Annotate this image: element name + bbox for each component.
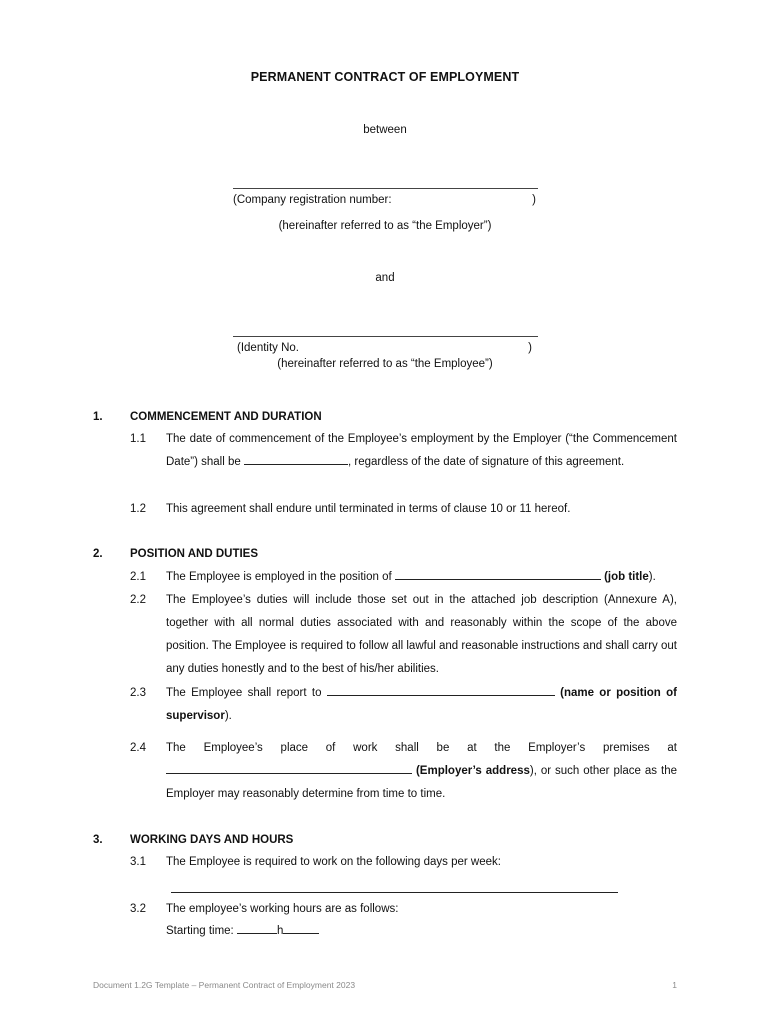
company-registration-label: (Company registration number: bbox=[233, 194, 392, 206]
job-title-blank[interactable] bbox=[395, 568, 601, 580]
employer-referred-text: (hereinafter referred to as “the Employer”) bbox=[278, 220, 492, 232]
clause-text: The Employee shall report to (name or position of supervisor). bbox=[166, 682, 677, 728]
start-hour-blank[interactable] bbox=[237, 922, 277, 934]
section-title: COMMENCEMENT AND DURATION bbox=[130, 411, 322, 423]
clause-number: 3.2 bbox=[130, 903, 146, 915]
section-number: 2. bbox=[93, 548, 103, 560]
supervisor-blank[interactable] bbox=[327, 684, 555, 696]
employer-name-line[interactable] bbox=[233, 188, 538, 189]
page-number: 1 bbox=[672, 980, 677, 990]
commencement-date-blank[interactable] bbox=[244, 453, 348, 465]
document-title: PERMANENT CONTRACT OF EMPLOYMENT bbox=[250, 70, 520, 84]
start-minute-blank[interactable] bbox=[283, 922, 319, 934]
and-text: and bbox=[375, 272, 395, 284]
clause-text: The Employee’s place of work shall be at the Employer’s premises at (Employer’s address), or such other place as the Employer may reasonably determine from time to time. bbox=[166, 742, 677, 800]
close-paren: ) bbox=[528, 342, 532, 354]
section-title: POSITION AND DUTIES bbox=[130, 548, 258, 560]
clause-text: The Employee is employed in the position of (job title). bbox=[166, 566, 677, 589]
clause-text: The date of commencement of the Employee’s employment by the Employer (“the Commencement Date”) shall be , regardless of the date of signature of this agreement. bbox=[166, 433, 677, 468]
working-days-blank[interactable] bbox=[171, 892, 618, 893]
clause-text: This agreement shall endure until terminated in terms of clause 10 or 11 hereof. bbox=[166, 503, 571, 515]
employer-address-blank[interactable] bbox=[166, 762, 412, 774]
employee-name-line[interactable] bbox=[233, 336, 538, 337]
clause-text: The employee’s working hours are as follows: Starting time: h bbox=[166, 903, 399, 937]
clause-number: 1.1 bbox=[130, 433, 146, 445]
between-text: between bbox=[363, 124, 407, 136]
clause-number: 1.2 bbox=[130, 503, 146, 515]
clause-text: The Employee’s duties will include those set out in the attached job description (Annexure A), together with all normal duties associated with and reasonably within the scope of the above position. The Employee is required to follow all lawful and reasonable instructions and shall carry out any duties honestly and to the best of his/her abilities. bbox=[166, 594, 677, 675]
footer-document-name: Document 1.2G Template – Permanent Contract of Employment 2023 bbox=[93, 980, 356, 990]
employee-referred-text: (hereinafter referred to as “the Employee”) bbox=[277, 358, 493, 370]
clause-number: 3.1 bbox=[130, 856, 146, 868]
clause-number: 2.2 bbox=[130, 594, 146, 606]
clause-number: 2.3 bbox=[130, 687, 146, 699]
close-paren: ) bbox=[532, 194, 536, 206]
clause-number: 2.1 bbox=[130, 571, 146, 583]
identity-number-label: (Identity No. bbox=[237, 342, 299, 354]
starting-time-label: Starting time: bbox=[166, 925, 234, 937]
section-number: 3. bbox=[93, 834, 103, 846]
clause-number: 2.4 bbox=[130, 742, 146, 754]
section-number: 1. bbox=[93, 411, 103, 423]
clause-text: The Employee is required to work on the following days per week: bbox=[166, 856, 501, 868]
section-title: WORKING DAYS AND HOURS bbox=[130, 834, 294, 846]
